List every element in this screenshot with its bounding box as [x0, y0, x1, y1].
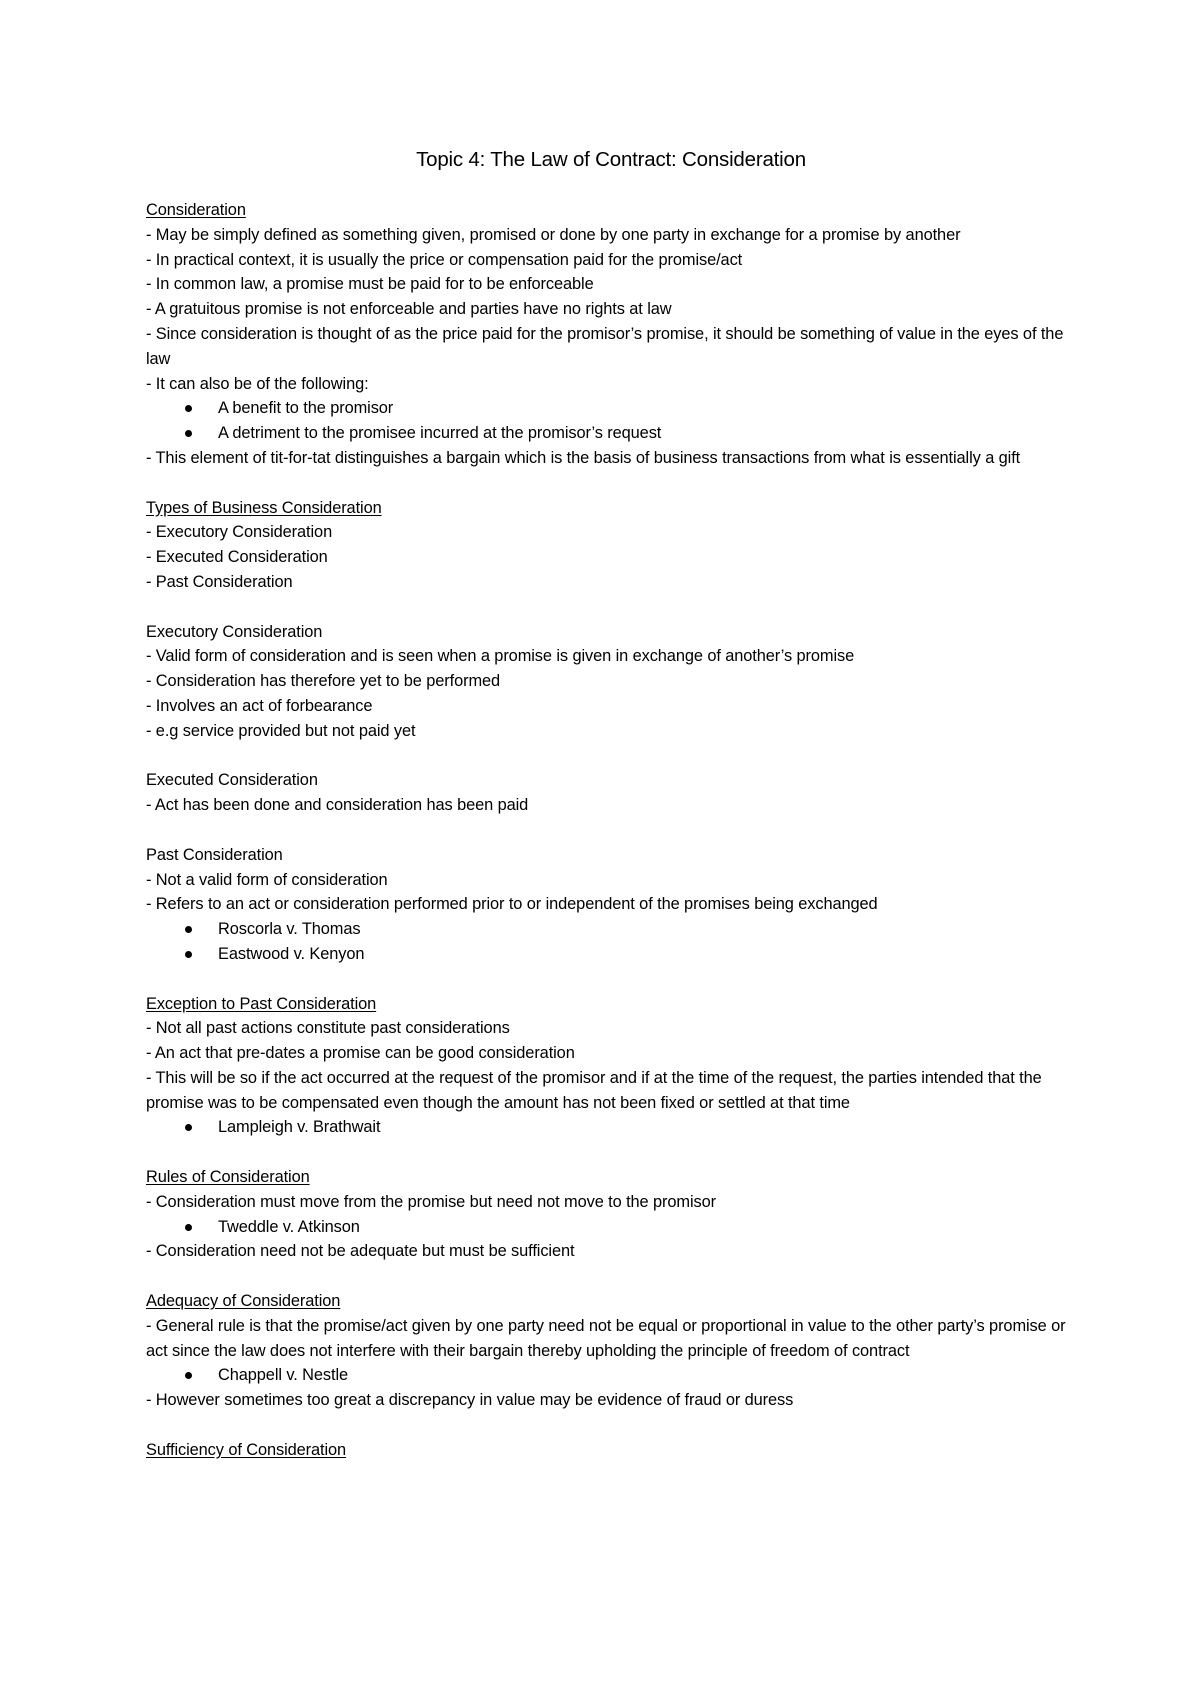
text-line: - Not all past actions constitute past considerations: [146, 1019, 510, 1038]
text-line: - An act that pre-dates a promise can be good consideration: [146, 1044, 575, 1063]
section-heading: Executory Consideration: [146, 622, 323, 641]
text-line: - Involves an act of forbearance: [146, 696, 373, 715]
text-line: - Refers to an act or consideration performed prior to or independent of the promises being exchanged: [146, 895, 878, 914]
bullet-text: A detriment to the promisee incurred at the promisor’s request: [218, 424, 662, 443]
bullet-icon: [185, 926, 192, 933]
bullet-item: [146, 1215, 1076, 1240]
bullet-item: [146, 396, 1076, 421]
section: [146, 198, 1076, 471]
section: [146, 496, 1076, 595]
section-heading: Rules of Consideration: [146, 1168, 310, 1187]
bullet-icon: [185, 951, 192, 958]
text-line: - Past Consideration: [146, 572, 293, 591]
text-line: - In common law, a promise must be paid for to be enforceable: [146, 275, 594, 294]
text-line: - However sometimes too great a discrepancy in value may be evidence of fraud or duress: [146, 1391, 794, 1410]
bullet-icon: [185, 1124, 192, 1131]
text-line: - This will be so if the act occurred at the request of the promisor and if at the time of the request, the parties intended that the promise was to be compensated even though the amount has not been fixed or settled at that time: [146, 1068, 1042, 1112]
text-line: - General rule is that the promise/act given by one party need not be equal or proportional in value to the other party’s promise or act since the law does not interfere with their bargain thereby upholding the principle of freedom of contract: [146, 1316, 1066, 1360]
section: [146, 843, 1076, 967]
text-line: - Not a valid form of consideration: [146, 870, 388, 889]
section-heading: Types of Business Consideration: [146, 498, 382, 517]
document-body: [146, 198, 1076, 1487]
text-line: - This element of tit-for-tat distinguishes a bargain which is the basis of business transactions from what is essentially a gift: [146, 448, 1021, 467]
section-heading: Past Consideration: [146, 845, 283, 864]
text-line: - Valid form of consideration and is seen when a promise is given in exchange of another’s promise: [146, 647, 855, 666]
bullet-icon: [185, 430, 192, 437]
section: [146, 768, 1076, 818]
text-line: - Consideration must move from the promise but need not move to the promisor: [146, 1192, 716, 1211]
text-line: - A gratuitous promise is not enforceable and parties have no rights at law: [146, 300, 672, 319]
section-heading: Sufficiency of Consideration: [146, 1440, 347, 1459]
text-line: - Since consideration is thought of as the price paid for the promisor’s promise, it should be something of value in the eyes of the law: [146, 324, 1064, 368]
bullet-text: Chappell v. Nestle: [218, 1366, 348, 1385]
text-line: - Executed Consideration: [146, 548, 328, 567]
bullet-text: A benefit to the promisor: [218, 399, 394, 418]
section: [146, 1165, 1076, 1264]
bullet-icon: [185, 1372, 192, 1379]
bullet-text: Lampleigh v. Brathwait: [218, 1118, 381, 1137]
text-line: - May be simply defined as something given, promised or done by one party in exchange for a promise by another: [146, 225, 961, 244]
section-heading: Consideration: [146, 201, 246, 219]
text-line: - Consideration has therefore yet to be performed: [146, 672, 501, 691]
bullet-icon: [185, 1224, 192, 1231]
bullet-text: Eastwood v. Kenyon: [218, 944, 365, 963]
section: [146, 1289, 1076, 1413]
bullet-text: Tweddle v. Atkinson: [218, 1217, 360, 1236]
text-line: - Act has been done and consideration has been paid: [146, 796, 529, 815]
section-heading: Exception to Past Consideration: [146, 994, 377, 1013]
bullet-item: [146, 1115, 1076, 1140]
section: [146, 1438, 1076, 1463]
text-line: - e.g service provided but not paid yet: [146, 721, 416, 740]
section: [146, 992, 1076, 1141]
text-line: - Executory Consideration: [146, 523, 333, 542]
bullet-item: [146, 942, 1076, 967]
bullet-item: [146, 421, 1076, 446]
text-line: - Consideration need not be adequate but must be sufficient: [146, 1242, 575, 1261]
section-heading: Adequacy of Consideration: [146, 1292, 341, 1311]
section-heading: Executed Consideration: [146, 771, 318, 790]
text-line: - It can also be of the following:: [146, 374, 369, 393]
bullet-icon: [185, 405, 192, 412]
bullet-item: [146, 1363, 1076, 1388]
text-line: - In practical context, it is usually the price or compensation paid for the promise/act: [146, 250, 743, 269]
page-title: Topic 4: The Law of Contract: Consideration: [416, 148, 806, 171]
section: [146, 620, 1076, 744]
bullet-text: Roscorla v. Thomas: [218, 920, 361, 939]
bullet-item: [146, 917, 1076, 942]
